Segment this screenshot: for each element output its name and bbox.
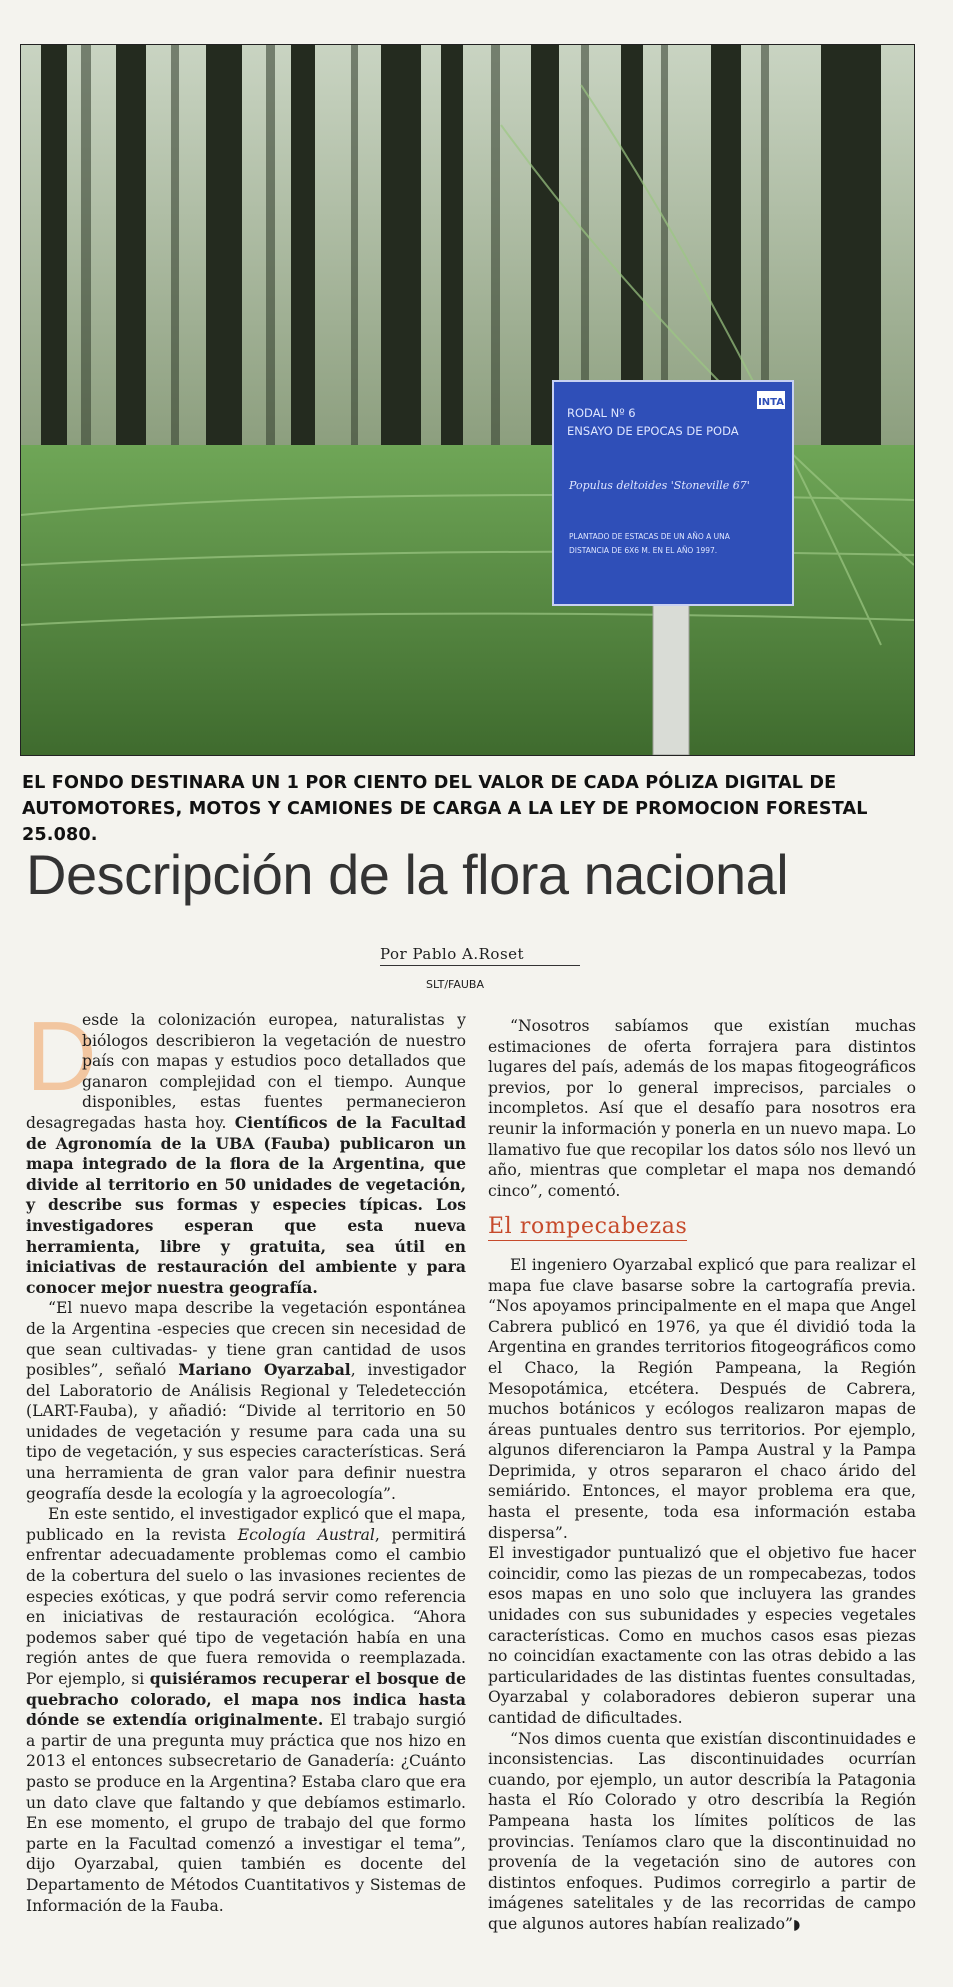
paragraph-text: “El nuevo mapa describe la vegetación espontánea de la Argentina -especies que crecen sin necesidad de que sean cultivadas- y tiene gran cantidad de usos posibles”, señaló [26, 1299, 466, 1380]
section-title: El rompecabezas [488, 1214, 688, 1240]
paragraph: El investigador puntualizó que el objetivo fue hacer coincidir, como las piezas de un rompecabezas, todos esos mapas en uno solo que incluyera las grandes unidades con sus subunidades y especies vegetales características. Como en muchos casos esas piezas no coincidían exactamente con las otras debido a las particularidades de las distintas fuentes consultadas, Oyarzabal y colaboradores debieron superar una cantidad de dificultades. [488, 1544, 916, 1727]
article-column-1 [26, 1001, 467, 1916]
paragraph: “Nosotros sabíamos que existían muchas estimaciones de oferta forrajera para distintos lugares del país, además de los mapas fitogeográficos previos, por lo general imprecisos, parciales o incompletos. Así que el desafío para nosotros era reunir la información y ponerla en un nuevo mapa. Lo llamativo fue que recopilar los datos sólo nos llevó un año, mientras que completar el mapa nos demandó cinco”, comentó. [488, 1017, 916, 1200]
paragraph-text: El trabajo surgió a partir de una pregunta muy práctica que nos hizo en 2013 el entonces subsecretario de Ganadería: ¿Cuánto pasto se produce en la Argentina? Estaba claro que era un dato clave que faltando y que debíamos estimarlo. En ese momento, el grupo de trabajo del que formo parte en la Facultad comenzó a investigar el tema”, dijo Oyarzabal, quien también es docente del Departamento de Métodos Cuantitativos y Sistemas de Información de la Fauba. [26, 1711, 467, 1915]
paragraph [26, 1298, 466, 1504]
journal-name: Ecología Austral [237, 1525, 375, 1544]
paragraph-text: “Nos dimos cuenta que existían discontinuidades e inconsistencias. Las discontinuidades ocurrían cuando, por ejemplo, un autor describía la Patagonia hasta el Río Colorado y otro describía la Región Pampeana hasta los límites políticos de las provincias. Teníamos claro que la discontinuidad no provenía de la vegetación sino de autores con distintos enfoques. Pudimos corregirlo a partir de imágenes satelitales y de las recorridas de campo que algunos autores habían realizado” [488, 1729, 916, 1933]
sign-line-2: ENSAYO DE EPOCAS DE PODA [567, 424, 739, 438]
article-photo [20, 44, 915, 756]
person-name: Mariano Oyarzabal [178, 1360, 351, 1380]
paragraph: El ingeniero Oyarzabal explicó que para realizar el mapa fue clave basarse sobre la cartografía previa. “Nos apoyamos principalmente en el mapa que Angel Cabrera publicó en 1976, ya que él dividió toda la Argentina en grandes territorios fitogeográficos como el Chaco, la Región Pampeana, la Región Mesopotámica, etcétera. Después de Cabrera, muchos botánicos y ecólogos realizaron mapas de áreas puntuales dentro sus territorios. Por ejemplo, algunos diferenciaron la Pampa Austral y la Pampa Deprimida, y otros separaron el chaco árido del semiárido. Entonces, el mayor problema era que, hasta el presente, toda esa información estaba dispersa”. [488, 1255, 916, 1542]
article-column-2 [488, 1016, 916, 1936]
paragraph [26, 1001, 466, 1298]
paragraph-bold-text: quisiéramos recuperar el bosque de quebracho colorado, el mapa nos indica hasta dónde se extendía originalmente. [26, 1669, 466, 1730]
byline-affiliation: SLT/FAUBA [426, 978, 484, 991]
sign-line-4: PLANTADO DE ESTACAS DE UN AÑO A UNA [569, 532, 730, 541]
end-mark-icon: ◗ [792, 1916, 801, 1933]
byline [380, 945, 580, 966]
sign-logo: INTA [758, 397, 784, 408]
paragraph-text: , investigador del Laboratorio de Análisis Regional y Teledetección (LART-Fauba), y añadió: “Divide al territorio en 50 unidades de vegetación y resume para cada una su tipo de vegetación, y sus especies características. Será una herramienta de gran valor para definir nuestra geografía desde la ecología y la agroecología”. [26, 1361, 466, 1503]
paragraph-text: esde la colonización europea, naturalistas y biólogos describieron la vegetación de nuestro país con mapas y estudios poco detallados que ganaron complejidad con el tiempo. Aunque disponibles, estas fuentes permanecieron desagregadas hasta hoy. [26, 1011, 466, 1132]
paragraph-text: , permitirá enfrentar adecuadamente problemas como el cambio de la cobertura del suelo o las invasiones recientes de especies exóticas, y que podrá servir como referencia en iniciativas de restauración ecológica. “Ahora podemos saber qué tipo de vegetación había en una región antes de que fuera removida o reemplazada. Por ejemplo, si [26, 1525, 466, 1688]
paragraph-bold-text: Científicos de la Facultad de Agronomía de la UBA (Fauba) publicaron un mapa integrado de la flora de la Argentina, que divide al territorio en 50 unidades de vegetación, y describe sus formas y especies típicas. Los investigadores esperan que esta nueva herramienta, libre y gratuita, sea útil en iniciativas de restauración del ambiente y para conocer mejor nuestra geografía. [26, 1112, 466, 1297]
forest-photo-illustration [21, 45, 914, 755]
byline-prefix: Por [380, 945, 413, 963]
byline-author: Pablo A.Roset [412, 945, 525, 963]
sign-line-1: RODAL Nº 6 [567, 406, 636, 420]
sign-species: Populus deltoides 'Stoneville 67' [569, 479, 750, 492]
headline: Descripción de la flora nacional [26, 843, 789, 906]
drop-cap: D [26, 1001, 97, 1111]
paragraph [488, 1729, 916, 1936]
photo-caption: EL FONDO DESTINARA UN 1 POR CIENTO DEL VALOR DE CADA PÓLIZA DIGITAL DE AUTOMOTORES, MOTOS Y CAMIONES DE CARGA A LA LEY DE PROMOCION FORESTAL 25.080. [22, 773, 868, 845]
paragraph-text: En este sentido, el investigador explicó que el mapa, publicado en la revista [26, 1505, 466, 1544]
paragraph [26, 1504, 466, 1916]
sign-line-5: DISTANCIA DE 6X6 M. EN EL AÑO 1997. [569, 546, 718, 555]
